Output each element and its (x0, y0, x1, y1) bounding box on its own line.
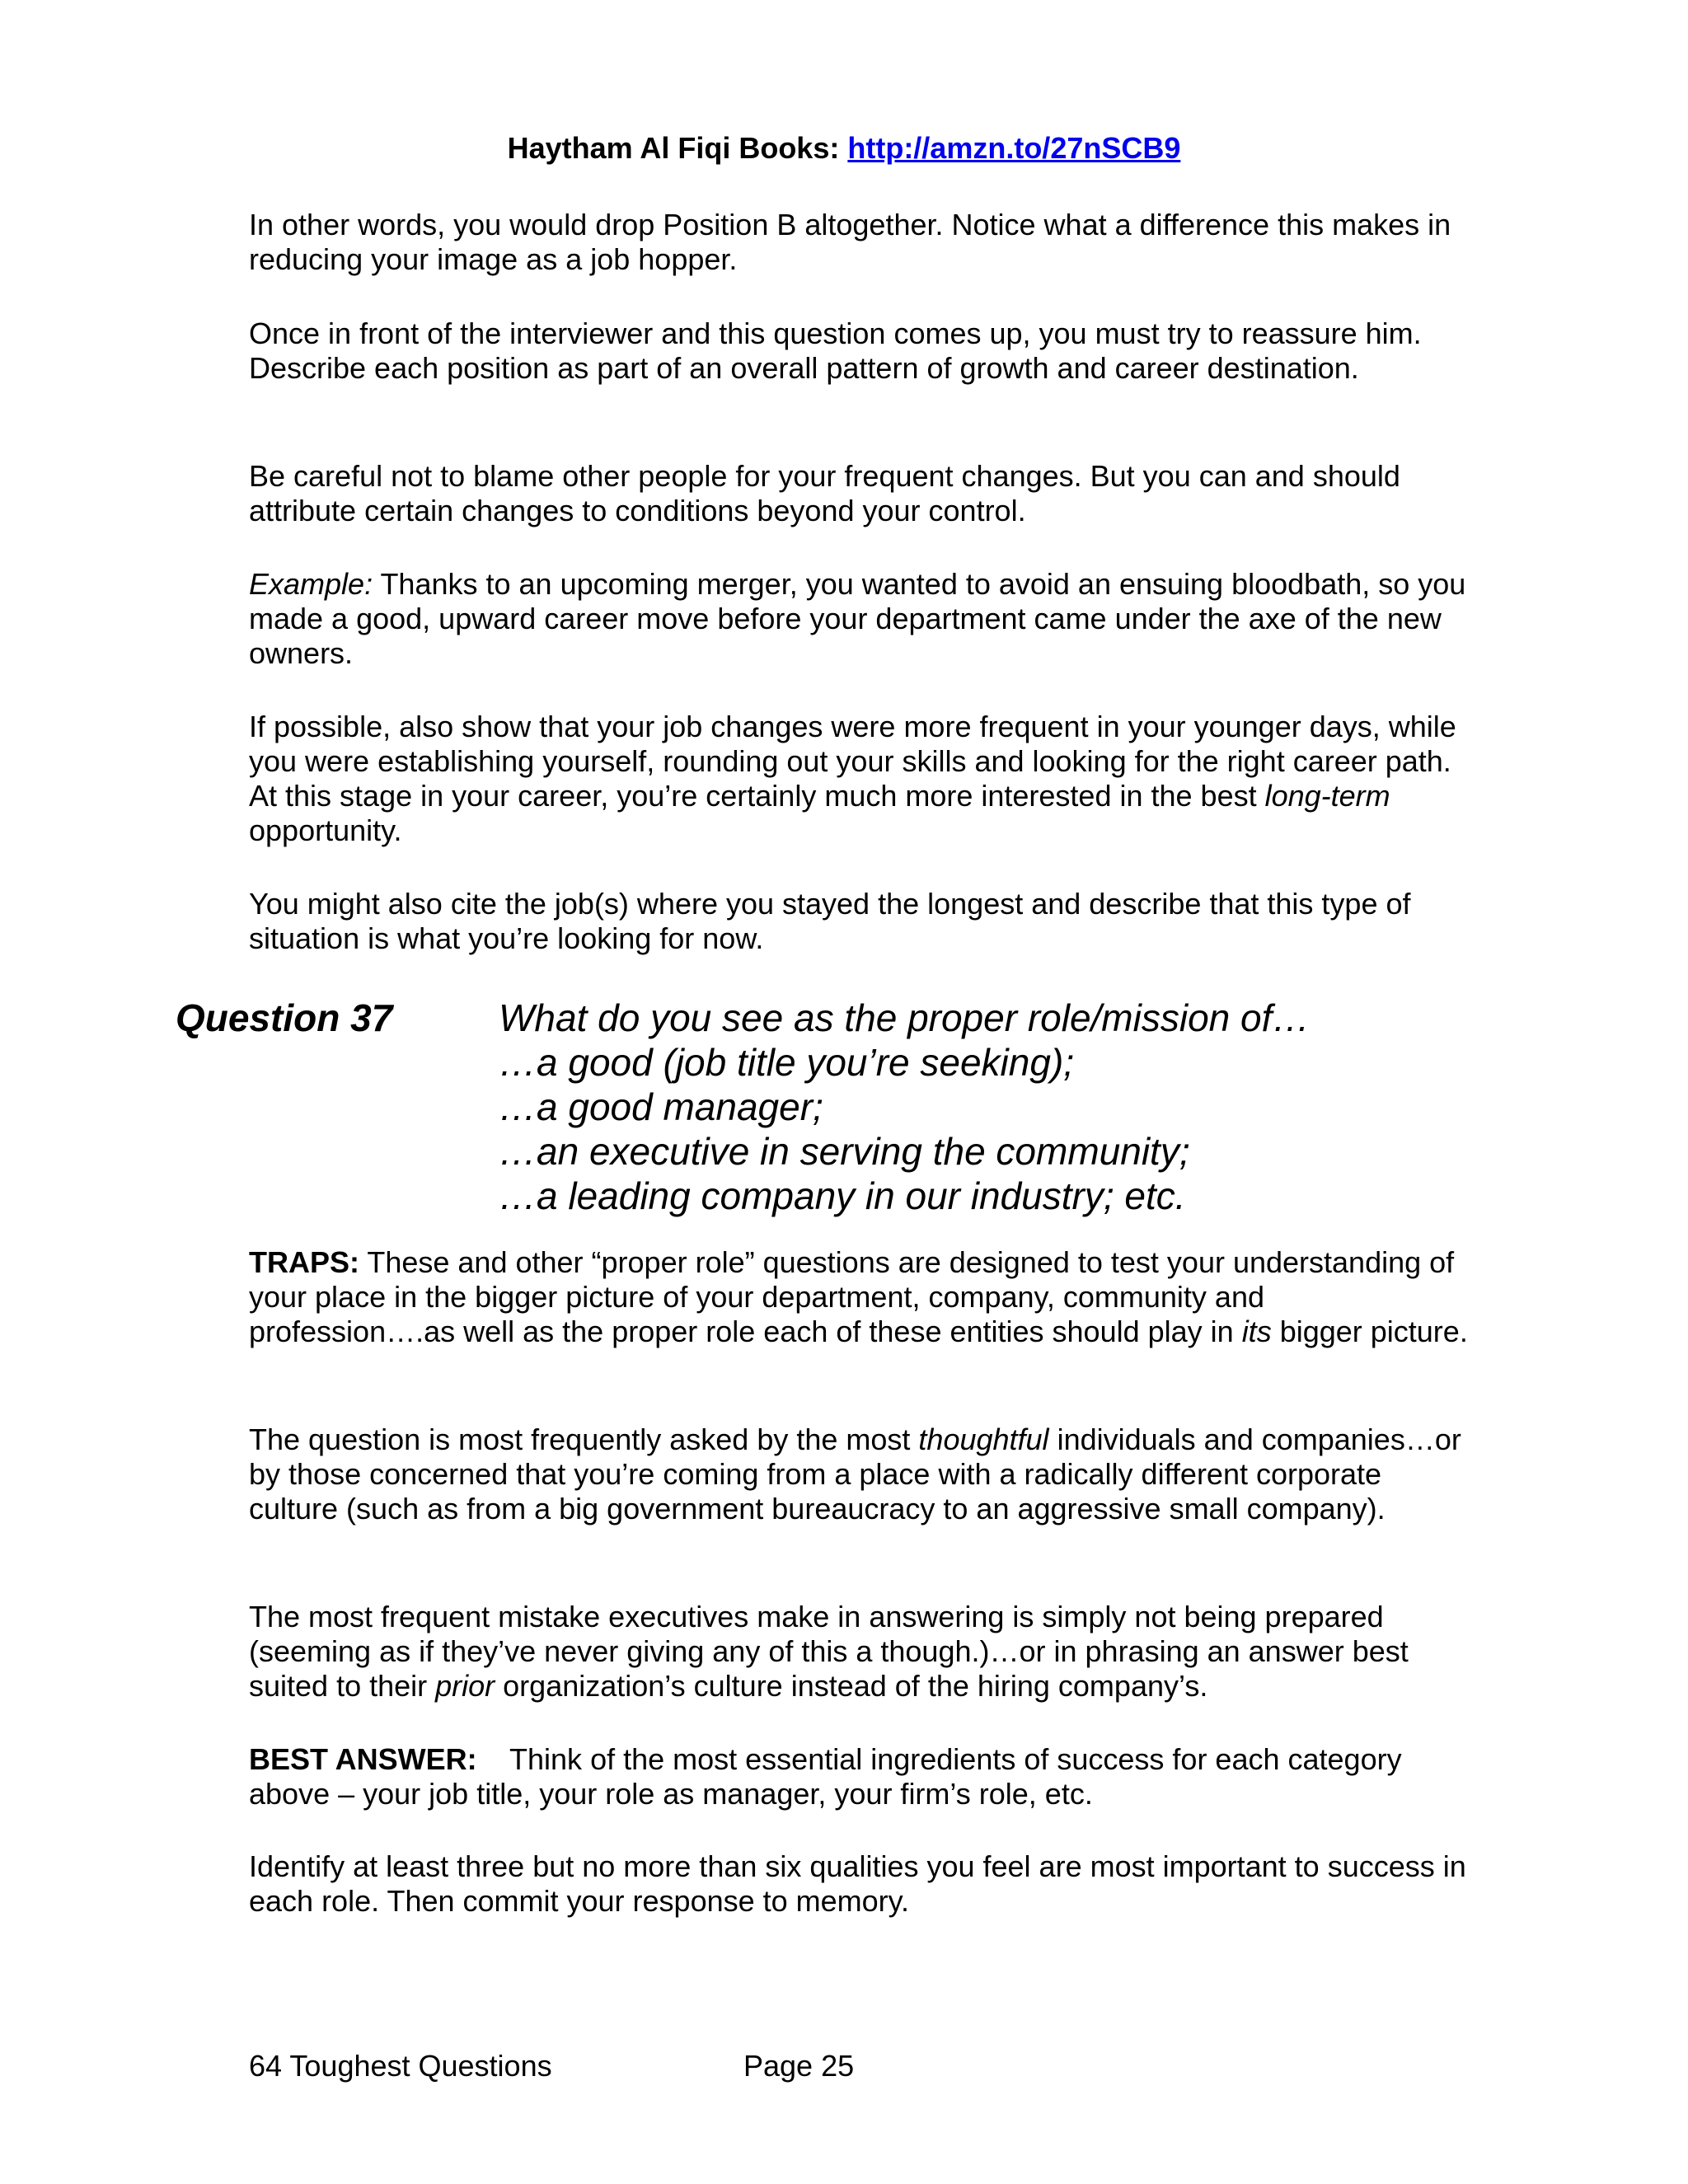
mistake-after: organization’s culture instead of the hiring company’s. (495, 1669, 1208, 1703)
example-text: Thanks to an upcoming merger, you wanted to avoid an ensuing bloodbath, so you made a good, upward career move before your department came under the axe of the new owners. (249, 567, 1466, 670)
paragraph-blame: Be careful not to blame other people for your frequent changes. But you can and should attribute certain changes to conditions beyond your control. (249, 459, 1400, 527)
question-line: What do you see as the proper role/mission of… (499, 996, 1311, 1039)
traps-after: bigger picture. (1271, 1315, 1468, 1348)
asked-before: The question is most frequently asked by the most (249, 1422, 919, 1456)
best-answer-text: Think of the most essential ingredients of success for each category above – your job title, your role as manager, your firm’s role, etc. (249, 1742, 1410, 1811)
page-header (0, 130, 1688, 166)
paragraph-traps (249, 1245, 1469, 1349)
paragraph-best-answer (249, 1742, 1469, 1811)
possible-before: If possible, also show that your job changes were more frequent in your younger days, while you were establishing yourself, rounding out your skills and looking for the right career path. At this stage in your career, you’re certainly much more interested in the best (249, 710, 1456, 813)
question-number: Question 37 (176, 996, 393, 1039)
possible-after: opportunity. (249, 813, 402, 847)
traps-italic: its (1241, 1315, 1272, 1348)
paragraph-frequently-asked (249, 1422, 1469, 1526)
paragraph-mistake (249, 1600, 1469, 1704)
example-label: Example: (249, 567, 373, 601)
best-answer-label: BEST ANSWER: (249, 1742, 477, 1776)
question-line: …an executive in serving the community; (499, 1130, 1190, 1173)
header-label: Haytham Al Fiqi Books: (507, 131, 840, 165)
question-text (499, 996, 1310, 1218)
paragraph-reassure: Once in front of the interviewer and this question comes up, you must try to reassure him. Describe each position as part of an overall pattern of growth and career destination. (249, 316, 1422, 385)
paragraph-if-possible (249, 710, 1469, 848)
mistake-italic: prior (435, 1669, 495, 1703)
header-link[interactable]: http://amzn.to/27nSCB9 (847, 131, 1181, 165)
footer-page-number: Page 25 (743, 2049, 855, 2083)
paragraph-example (249, 567, 1469, 671)
question-line: …a leading company in our industry; etc. (499, 1174, 1186, 1217)
possible-italic: long-term (1264, 779, 1390, 813)
paragraph-cite: You might also cite the job(s) where you stayed the longest and describe that this type of situation is what you’re looking for now. (249, 887, 1411, 955)
traps-before: These and other “proper role” questions are designed to test your understanding of your place in the bigger picture of your department, company, community and profession….as well as the proper role each of these entities should play in (249, 1245, 1455, 1348)
footer-title: 64 Toughest Questions (249, 2049, 552, 2083)
traps-label: TRAPS: (249, 1245, 359, 1279)
paragraph-drop-position: In other words, you would drop Position B altogether. Notice what a difference this makes in reducing your image as a job hopper. (249, 208, 1451, 276)
asked-italic: thoughtful (918, 1422, 1049, 1456)
paragraph-identify: Identify at least three but no more than six qualities you feel are most important to success in each role. Then commit your response to memory. (249, 1849, 1466, 1918)
question-line: …a good manager; (499, 1085, 823, 1128)
asked-after: individuals and companies…or by those concerned that you’re coming from a place with a radically different corporate culture (such as from a big government bureaucracy to an aggressive small company). (249, 1422, 1461, 1526)
question-line: …a good (job title you’re seeking); (499, 1041, 1075, 1084)
mistake-before: The most frequent mistake executives make in answering is simply not being prepared (seeming as if they’ve never giving any of this a though.)…or in phrasing an answer best suited to their (249, 1600, 1409, 1703)
